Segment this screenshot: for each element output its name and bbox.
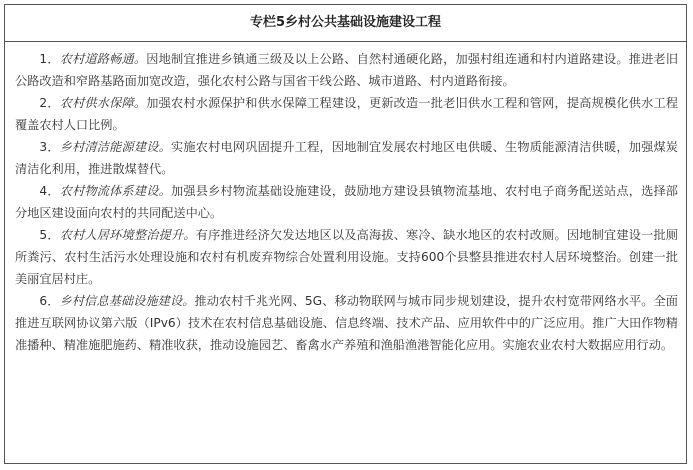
item-2-heading: 农村供水保障。 xyxy=(59,96,147,110)
item-2-text: 加强农村水源保护和供水保障工程建设，更新改造一批老旧供水工程和管网，提高规模化供水工程覆盖农村人口比例。 xyxy=(15,96,679,132)
item-6-number: 6． xyxy=(39,294,60,308)
item-1-text: 因地制宜推进乡镇通三级及以上公路、自然村通硬化路，加强村组连通和村内道路建设。推进老旧公路改造和窄路基路面加宽改造，强化农村公路与国省干线公路、城市道路、村内道路衔接。 xyxy=(15,52,679,88)
item-3-text: 实施农村电网巩固提升工程，因地制宜发展农村地区电供暖、生物质能源清洁供暖，加强煤炭清洁化利用，推进散煤替代。 xyxy=(15,140,678,176)
item-1-number: 1． xyxy=(39,52,60,66)
item-6 xyxy=(15,290,678,356)
item-4-number: 4． xyxy=(39,184,60,198)
item-3-heading: 乡村清洁能源建设。 xyxy=(59,140,172,154)
box-title: 专栏5乡村公共基础设施建设工程 xyxy=(5,5,686,42)
item-4 xyxy=(15,180,678,224)
item-5 xyxy=(15,224,678,290)
item-2-number: 2． xyxy=(39,96,60,110)
box-body xyxy=(5,42,686,356)
item-5-text: 有序推进经济欠发达地区以及高海拔、寒冷、缺水地区的农村改厕。因地制宜建设一批厕所粪污、农村生活污水处理设施和农村有机废弃物综合处置利用设施。支持600个县整县推进农村人居环境整治。创建一批美丽宜居村庄。 xyxy=(15,228,679,286)
item-6-text: 推动农村千兆光网、5G、移动物联网与城市同步规划建设，提升农村宽带网络水平。全面推进互联网协议第六版（IPv6）技术在农村信息基础设施、信息终端、技术产品、应用软件中的广泛应用。推广大田作物精准播种、精准施肥施药、精准收获，推动设施园艺、畜禽水产养殖和渔船渔港智能化应用。实施农业农村大数据应用行动。 xyxy=(15,294,678,352)
item-4-heading: 农村物流体系建设。 xyxy=(59,184,172,198)
item-4-text: 加强县乡村物流基础设施建设，鼓励地方建设县镇物流基地、农村电子商务配送站点，选择部分地区建设面向农村的共同配送中心。 xyxy=(15,184,678,220)
item-5-heading: 农村人居环境整治提升。 xyxy=(59,228,196,242)
infobox-frame xyxy=(4,4,687,464)
item-2 xyxy=(15,92,678,136)
item-1 xyxy=(15,48,678,92)
item-5-number: 5． xyxy=(39,228,60,242)
item-6-heading: 乡村信息基础设施建设。 xyxy=(59,294,195,308)
item-1-heading: 农村道路畅通。 xyxy=(59,52,147,66)
item-3 xyxy=(15,136,678,180)
item-3-number: 3． xyxy=(39,140,60,154)
